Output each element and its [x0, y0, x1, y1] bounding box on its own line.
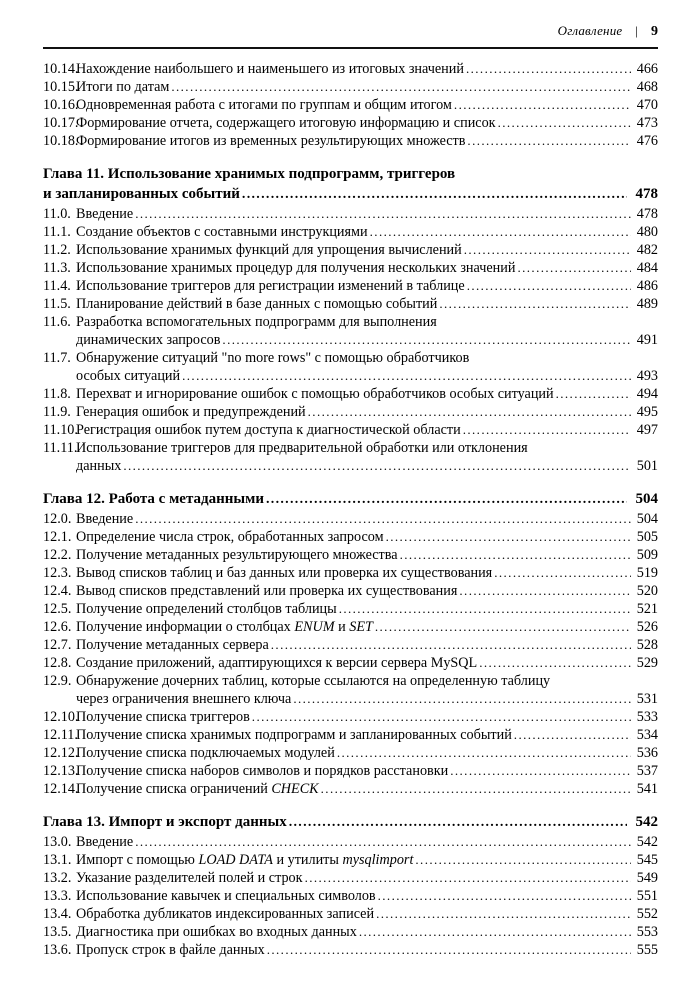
toc-entry-number: 11.4.	[43, 278, 71, 294]
dot-leader	[135, 205, 631, 223]
toc-entry-title: Обнаружение ситуаций "no more rows" с помощью обработчиков	[76, 350, 470, 366]
dot-leader	[463, 421, 631, 439]
toc-entry-line	[76, 367, 658, 385]
toc-entry-title: через ограничения внешнего ключа	[76, 691, 292, 707]
toc-entry-title: Диагностика при ошибках во входных данных	[76, 924, 357, 940]
dot-leader	[267, 941, 631, 959]
toc-entry-page: 553	[636, 924, 658, 940]
toc-entry-number: 11.6.	[43, 314, 71, 330]
toc-entry[interactable]	[43, 132, 658, 150]
toc-entry-line	[76, 726, 658, 744]
toc-entry[interactable]	[43, 672, 658, 708]
dot-leader	[517, 259, 631, 277]
toc-entry-title: Использование триггеров для регистрации изменений в таблице	[76, 278, 465, 294]
toc-entry-line	[43, 184, 658, 205]
toc-entry-page: 501	[636, 458, 658, 474]
toc-entry-number: 13.6.	[43, 942, 72, 958]
toc-entry[interactable]	[43, 439, 658, 475]
toc-entry-page: 495	[636, 404, 658, 420]
toc-entry-page: 526	[636, 619, 658, 635]
toc-entry-page: 537	[636, 763, 658, 779]
toc-entry-number: 11.9.	[43, 404, 71, 420]
toc-entry-line	[76, 941, 658, 959]
toc-entry-line	[76, 205, 658, 223]
dot-leader	[466, 60, 631, 78]
dot-leader	[386, 528, 631, 546]
toc-entry-number: 12.1.	[43, 529, 72, 545]
dot-leader	[378, 887, 631, 905]
toc-entry-line	[76, 277, 658, 295]
toc-entry-page: 529	[636, 655, 658, 671]
toc-entry[interactable]	[43, 618, 658, 636]
toc-entry-page: 473	[636, 115, 658, 131]
dot-leader	[123, 457, 631, 475]
dot-leader	[359, 923, 631, 941]
toc-entry-number: 13.1.	[43, 852, 72, 868]
toc-entry-page: 519	[636, 565, 658, 581]
toc-entry[interactable]	[43, 600, 658, 618]
toc-entry-title: Обнаружение дочерних таблиц, которые ссылаются на определенную таблицу	[76, 673, 551, 689]
toc-entry-number: 12.11.	[43, 727, 78, 743]
toc-entry-line	[76, 223, 658, 241]
toc-entry-title: Определение числа строк, обработанных запросом	[76, 529, 384, 545]
toc-entry-title: Получение списка наборов символов и порядков расстановки	[76, 763, 449, 779]
toc-entry-page: 520	[636, 583, 658, 599]
toc-entry-page: 552	[636, 906, 658, 922]
toc-entry[interactable]	[43, 744, 658, 762]
dot-leader	[252, 708, 631, 726]
toc-entry-number: 11.11.	[43, 440, 78, 456]
sql-keyword: ENUM	[294, 619, 335, 635]
dot-leader	[464, 241, 631, 259]
toc-entry-title: Получение метаданных результирующего множества	[76, 547, 398, 563]
sql-keyword: LOAD DATA	[198, 852, 273, 868]
dot-leader	[400, 546, 631, 564]
toc-entry-title: Формирование отчета, содержащего итоговую информацию и список	[76, 115, 496, 131]
dot-leader	[459, 582, 631, 600]
toc-entry-line	[76, 564, 658, 582]
toc-entry[interactable]	[43, 762, 658, 780]
toc-entry-page: 489	[636, 296, 658, 312]
toc-entry-title: Разработка вспомогательных подпрограмм для выполнения	[76, 314, 437, 330]
toc-entry-line	[76, 923, 658, 941]
toc-entry[interactable]	[43, 726, 658, 744]
toc-entry-page: 493	[636, 368, 658, 384]
header-divider	[43, 47, 658, 49]
toc-entry-title: Получение определений столбцов таблицы	[76, 601, 337, 617]
toc-entry[interactable]	[43, 277, 658, 295]
toc-entry-number: 12.14.	[43, 781, 79, 797]
page-number: 9	[651, 24, 658, 39]
toc-entry-page: 476	[636, 133, 658, 149]
dot-leader	[289, 813, 627, 833]
toc-entry-title: Получение метаданных сервера	[76, 637, 269, 653]
toc-entry-line	[76, 528, 658, 546]
toc-entry[interactable]	[43, 78, 658, 96]
toc-entry-line	[76, 887, 658, 905]
dot-leader	[321, 780, 631, 798]
dot-leader	[450, 762, 631, 780]
toc-entry[interactable]	[43, 851, 658, 869]
toc-entry[interactable]	[43, 295, 658, 313]
toc-entry-number: 11.1.	[43, 224, 71, 240]
toc-entry-title: и запланированных событий	[43, 186, 240, 202]
toc-entry-title: Использование хранимых процедур для получения нескольких значений	[76, 260, 516, 276]
toc-entry-number: 11.2.	[43, 242, 71, 258]
toc-entry-number: 12.8.	[43, 655, 72, 671]
toc-entry-page: 504	[635, 491, 658, 507]
toc-entry-line	[43, 489, 658, 510]
toc-entry[interactable]	[43, 403, 658, 421]
toc-entry-page: 528	[636, 637, 658, 653]
dot-leader	[135, 833, 631, 851]
toc-entry[interactable]	[43, 905, 658, 923]
dot-leader	[556, 385, 631, 403]
toc-entry-page: 482	[636, 242, 658, 258]
toc-entry-title: Глава 12. Работа с метаданными	[43, 491, 264, 507]
toc-entry[interactable]	[43, 654, 658, 672]
toc-entry-number: 12.3.	[43, 565, 72, 581]
toc-entry-title: Использование хранимых функций для упрощения вычислений	[76, 242, 462, 258]
dot-leader	[370, 223, 631, 241]
toc-entry-title: Формирование итогов из временных результирующих множеств	[76, 133, 466, 149]
toc-entry-title: Обработка дубликатов индексированных записей	[76, 906, 375, 922]
toc-entry-number: 12.7.	[43, 637, 72, 653]
dot-leader	[498, 114, 631, 132]
toc-chapter-entry[interactable]	[43, 489, 658, 510]
dot-leader	[182, 367, 631, 385]
toc-entry-line	[76, 385, 658, 403]
toc-entry-page: 551	[636, 888, 658, 904]
dot-leader	[308, 403, 631, 421]
toc-entry-page: 521	[636, 601, 658, 617]
dot-leader	[479, 654, 631, 672]
toc-entry-title: Создание приложений, адаптирующихся к версии сервера MySQL	[76, 655, 478, 671]
dot-leader	[135, 510, 631, 528]
toc-entry-number: 11.5.	[43, 296, 71, 312]
toc-entry-title: динамических запросов	[76, 332, 221, 348]
toc-chapter-entry[interactable]	[43, 812, 658, 833]
toc-entry-page: 478	[635, 186, 658, 202]
toc-entry-page: 466	[636, 61, 658, 77]
toc-entry-line	[76, 744, 658, 762]
dot-leader	[171, 78, 631, 96]
dot-leader	[376, 905, 631, 923]
toc-entry[interactable]	[43, 564, 658, 582]
toc-entry[interactable]	[43, 385, 658, 403]
toc-entry[interactable]	[43, 833, 658, 851]
toc-entry-number: 12.12.	[43, 745, 79, 761]
toc-entry-title: Генерация ошибок и предупреждений	[76, 404, 306, 420]
toc-entry-line	[43, 812, 658, 833]
toc-entry[interactable]	[43, 259, 658, 277]
toc-entry-line	[76, 708, 658, 726]
toc-entry-page: 504	[636, 511, 658, 527]
dot-leader	[415, 851, 631, 869]
toc-entry[interactable]	[43, 241, 658, 259]
toc-entry-line	[76, 582, 658, 600]
toc-entry[interactable]	[43, 114, 658, 132]
toc-entry-title: Пропуск строк в файле данных	[76, 942, 265, 958]
toc-entry[interactable]	[43, 546, 658, 564]
toc-entry[interactable]	[43, 582, 658, 600]
toc-entry-number: 13.4.	[43, 906, 72, 922]
toc-entry[interactable]	[43, 510, 658, 528]
toc-entry[interactable]	[43, 708, 658, 726]
toc-entry-line	[76, 905, 658, 923]
toc-entry-page: 542	[636, 834, 658, 850]
toc-entry-number: 10.14.	[43, 61, 79, 77]
toc-entry-page: 470	[636, 97, 658, 113]
toc-entry-title: Планирование действий в базе данных с помощью событий	[76, 296, 438, 312]
toc-entry-line	[76, 636, 658, 654]
toc-entry-number: 10.18.	[43, 133, 79, 149]
toc-entry-number: 12.6.	[43, 619, 72, 635]
toc-entry-number: 13.3.	[43, 888, 72, 904]
toc-entry-number: 12.9.	[43, 673, 72, 689]
toc-entry-title: Глава 13. Импорт и экспорт данных	[43, 814, 287, 830]
sql-keyword: CHECK	[271, 781, 319, 797]
toc-entry-title: Регистрация ошибок путем доступа к диагностической области	[76, 422, 461, 438]
toc-entry-page: 480	[636, 224, 658, 240]
toc-entry-title: Вывод списков представлений или проверка их существования	[76, 583, 458, 599]
toc-entry-page: 494	[636, 386, 658, 402]
toc-entry[interactable]	[43, 313, 658, 349]
toc-entry[interactable]	[43, 941, 658, 959]
toc-entry-title: Получение списка ограничений CHECK	[76, 781, 319, 797]
toc-entry-title: Перехват и игнорирование ошибок с помощью обработчиков особых ситуаций	[76, 386, 554, 402]
toc-entry-line	[76, 313, 658, 331]
dot-leader	[222, 331, 631, 349]
toc-entry-line	[76, 762, 658, 780]
dot-leader	[494, 564, 631, 582]
dot-leader	[337, 744, 631, 762]
running-head	[43, 23, 658, 40]
toc-entry-page: 555	[636, 942, 658, 958]
toc-entry-line	[43, 164, 658, 184]
toc-entry-number: 10.16.	[43, 97, 79, 113]
toc-entry-title: Получение списка хранимых подпрограмм и запланированных событий	[76, 727, 512, 743]
toc-entry-page: 468	[636, 79, 658, 95]
toc-entry-number: 13.0.	[43, 834, 72, 850]
toc-entry-line	[76, 780, 658, 798]
toc-entry-line	[76, 510, 658, 528]
toc-entry-page: 505	[636, 529, 658, 545]
dot-leader	[514, 726, 631, 744]
toc-entry-title: Получение информации о столбцах ENUM и SET	[76, 619, 373, 635]
dot-leader	[467, 277, 631, 295]
toc-entry-page: 549	[636, 870, 658, 886]
toc-entry-line	[76, 690, 658, 708]
toc-entry-line	[76, 349, 658, 367]
toc-entry-number: 13.2.	[43, 870, 72, 886]
toc-entry[interactable]	[43, 223, 658, 241]
toc-entry-line	[76, 60, 658, 78]
toc-entry-line	[76, 869, 658, 887]
toc-entry-page: 533	[636, 709, 658, 725]
toc-entry-page: 509	[636, 547, 658, 563]
toc-entry-number: 10.15.	[43, 79, 79, 95]
toc-entry-title: Получение списка триггеров	[76, 709, 250, 725]
toc-entry-number: 11.7.	[43, 350, 71, 366]
toc-entry-line	[76, 259, 658, 277]
toc-entry-number: 11.3.	[43, 260, 71, 276]
toc-entry-line	[76, 851, 658, 869]
toc-entry-line	[76, 78, 658, 96]
toc-entry-title: Указание разделителей полей и строк	[76, 870, 303, 886]
toc-entry-page: 484	[636, 260, 658, 276]
dot-leader	[305, 869, 631, 887]
toc-entry-title: Введение	[76, 206, 134, 222]
dot-leader	[242, 185, 627, 205]
dot-leader	[266, 490, 627, 510]
toc-entry-title: Получение списка подключаемых модулей	[76, 745, 335, 761]
toc-entry-line	[76, 132, 658, 150]
toc-entry-line	[76, 600, 658, 618]
toc-entry-title: Использование кавычек и специальных символов	[76, 888, 376, 904]
dot-leader	[271, 636, 631, 654]
dot-leader	[293, 690, 631, 708]
toc-entry-page: 491	[636, 332, 658, 348]
running-head-title: Оглавление	[557, 23, 623, 38]
toc-entry-line	[76, 114, 658, 132]
toc-entry-number: 12.4.	[43, 583, 72, 599]
toc-entry-page: 478	[636, 206, 658, 222]
running-head-separator: |	[635, 23, 638, 38]
toc-entry-page: 541	[636, 781, 658, 797]
toc-entry-page: 545	[636, 852, 658, 868]
toc-entry-number: 10.17.	[43, 115, 79, 131]
toc-entry-title: Импорт с помощью LOAD DATA и утилиты mysqlimport	[76, 852, 414, 868]
toc-entry-page: 536	[636, 745, 658, 761]
toc-entry-number: 11.0.	[43, 206, 71, 222]
toc-entry[interactable]	[43, 421, 658, 439]
toc-entry-line	[76, 672, 658, 690]
toc-entry-title: Одновременная работа с итогами по группам и общим итогом	[76, 97, 452, 113]
toc-entry-line	[76, 96, 658, 114]
toc-entry-page: 534	[636, 727, 658, 743]
toc-entry[interactable]	[43, 923, 658, 941]
toc-entry[interactable]	[43, 60, 658, 78]
toc-entry-title: Вывод списков таблиц и баз данных или проверка их существования	[76, 565, 493, 581]
toc-entry-number: 12.13.	[43, 763, 79, 779]
toc-entry-number: 13.5.	[43, 924, 72, 940]
toc-entry-title: Нахождение наибольшего и наименьшего из итоговых значений	[76, 61, 464, 77]
toc-entry-title: Введение	[76, 834, 134, 850]
dot-leader	[439, 295, 631, 313]
toc-entry-title: Глава 11. Использование хранимых подпрограмм, триггеров	[43, 166, 456, 182]
dot-leader	[375, 618, 631, 636]
toc-entry[interactable]	[43, 528, 658, 546]
toc-entry-page: 531	[636, 691, 658, 707]
toc-entry-line	[76, 457, 658, 475]
toc-entry-number: 11.10.	[43, 422, 78, 438]
toc-entry[interactable]	[43, 205, 658, 223]
toc-entry[interactable]	[43, 887, 658, 905]
toc-entry-page: 486	[636, 278, 658, 294]
toc-entry-line	[76, 331, 658, 349]
dot-leader	[467, 132, 631, 150]
toc-entry-line	[76, 439, 658, 457]
sql-keyword: SET	[349, 619, 373, 635]
toc-entry[interactable]	[43, 636, 658, 654]
dot-leader	[454, 96, 631, 114]
toc-entry-number: 12.2.	[43, 547, 72, 563]
toc-entry-line	[76, 241, 658, 259]
toc-entry-title: Создание объектов с составными инструкциями	[76, 224, 368, 240]
toc-entry-title: особых ситуаций	[76, 368, 181, 384]
sql-keyword: mysqlimport	[342, 852, 414, 868]
toc-entry-line	[76, 546, 658, 564]
toc-entry-title: Введение	[76, 511, 134, 527]
toc-entry-title: Итоги по датам	[76, 79, 170, 95]
toc-entry-number: 12.5.	[43, 601, 72, 617]
toc-entry[interactable]	[43, 96, 658, 114]
toc-entry-page: 542	[635, 814, 658, 830]
toc-entry-line	[76, 654, 658, 672]
toc-entry-number: 12.10.	[43, 709, 79, 725]
toc-entry[interactable]	[43, 869, 658, 887]
toc-entry-title: Использование триггеров для предварительной обработки или отклонения	[76, 440, 528, 456]
toc-entry-number: 11.8.	[43, 386, 71, 402]
dot-leader	[339, 600, 631, 618]
toc-entry-page: 497	[636, 422, 658, 438]
toc-entry-number: 12.0.	[43, 511, 72, 527]
toc-entry-line	[76, 421, 658, 439]
toc-entry[interactable]	[43, 349, 658, 385]
toc-chapter-entry[interactable]	[43, 164, 658, 205]
toc-entry[interactable]	[43, 780, 658, 798]
toc-entry-title: данных	[76, 458, 122, 474]
toc-entry-line	[76, 833, 658, 851]
table-of-contents	[43, 60, 658, 959]
toc-entry-line	[76, 618, 658, 636]
toc-entry-line	[76, 403, 658, 421]
toc-entry-line	[76, 295, 658, 313]
